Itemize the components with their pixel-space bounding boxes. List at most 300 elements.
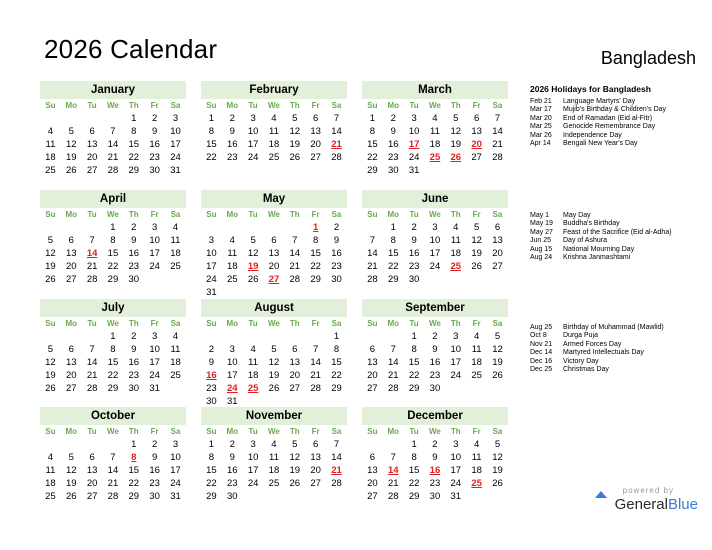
day-cell: 6 (369, 452, 376, 464)
day-cell: 16 (128, 248, 140, 260)
day-cell: 3 (250, 113, 256, 124)
empty-cell (144, 273, 165, 286)
weekday-label: We (429, 210, 441, 219)
day-cell: 31 (149, 383, 160, 395)
week-row (362, 343, 508, 356)
day-cell: 19 (289, 139, 301, 151)
weekday-row (362, 425, 508, 438)
day-cell: 26 (65, 491, 77, 503)
weekday-label: We (268, 319, 280, 328)
empty-cell (284, 330, 305, 343)
day-cell: 21 (86, 370, 98, 382)
week-row (362, 247, 508, 260)
weekday-label: We (107, 427, 119, 436)
holiday-date: Apr 14 (530, 140, 551, 148)
day-cell: 29 (310, 274, 321, 286)
empty-cell (466, 273, 487, 286)
day-cell: 11 (450, 235, 461, 247)
weekday-label: Fr (150, 319, 159, 328)
holiday-day-cell: 21 (331, 139, 342, 151)
day-cell: 31 (206, 287, 217, 299)
empty-cell (284, 286, 305, 299)
week-row (201, 125, 347, 138)
day-cell: 9 (390, 126, 396, 138)
day-cell: 5 (250, 235, 256, 247)
day-cell: 6 (68, 344, 74, 356)
day-cell: 28 (86, 383, 98, 395)
holiday-group (530, 324, 703, 374)
weekday-label: Tu (248, 319, 258, 328)
day-cell: 12 (65, 465, 77, 477)
weekday-label: Fr (472, 319, 481, 328)
day-cell: 28 (331, 478, 342, 490)
weekday-label: Th (450, 319, 461, 328)
holiday-date: Aug 25 (530, 324, 553, 331)
day-cell: 17 (170, 465, 181, 477)
day-cell: 11 (471, 344, 482, 356)
week-row (40, 151, 186, 164)
week-row (201, 464, 347, 477)
day-cell: 12 (289, 452, 301, 464)
day-cell: 7 (333, 113, 340, 124)
day-cell: 23 (149, 478, 160, 490)
day-cell: 6 (89, 452, 95, 464)
day-cell: 24 (247, 152, 259, 164)
week-row (40, 260, 186, 273)
day-cell: 5 (453, 113, 459, 124)
holiday-group (530, 98, 703, 148)
holiday-date: Feb 21 (530, 98, 552, 105)
week-row (201, 356, 347, 369)
day-cell: 27 (65, 274, 77, 286)
holiday-name: Feast of the Sacrifice (Eid al-Adha) (563, 228, 672, 236)
day-cell: 11 (170, 344, 181, 356)
day-cell: 17 (206, 261, 217, 273)
day-cell: 10 (206, 248, 217, 260)
day-cell: 7 (369, 235, 376, 247)
week-row (40, 490, 186, 503)
day-cell: 2 (229, 113, 235, 124)
day-cell: 24 (408, 152, 420, 164)
weekday-row (40, 425, 186, 438)
day-cell: 8 (411, 344, 417, 356)
week-row (362, 125, 508, 138)
day-cell: 29 (128, 165, 140, 177)
empty-cell (103, 438, 124, 451)
day-cell: 18 (471, 465, 482, 477)
day-cell: 10 (149, 235, 160, 247)
day-cell: 1 (369, 113, 376, 124)
day-cell: 9 (432, 452, 438, 464)
holiday-day-cell: 25 (429, 152, 441, 164)
weekday-label: Tu (409, 427, 419, 436)
empty-cell (487, 490, 508, 503)
day-cell: 9 (229, 126, 235, 138)
holiday-day-cell: 26 (450, 152, 462, 164)
day-cell: 4 (172, 222, 179, 233)
holiday-name: Krishna Janmashtami (563, 254, 631, 262)
day-cell: 1 (110, 222, 116, 233)
day-cell: 3 (208, 235, 215, 247)
empty-cell (61, 112, 82, 125)
week-row (362, 464, 508, 477)
weekday-label: Sa (170, 427, 181, 436)
day-cell: 20 (268, 261, 280, 273)
week-row (201, 138, 347, 151)
day-cell: 16 (226, 139, 238, 151)
day-cell: 26 (45, 274, 56, 286)
week-row (201, 451, 347, 464)
day-cell: 3 (250, 439, 256, 450)
weekday-label: Fr (472, 427, 481, 436)
day-cell: 16 (408, 248, 420, 260)
month-september (362, 299, 508, 395)
day-cell: 15 (367, 139, 378, 151)
day-cell: 14 (86, 357, 98, 369)
weekday-row (40, 99, 186, 112)
day-cell: 7 (89, 344, 95, 356)
weekday-row (40, 208, 186, 221)
week-row (40, 464, 186, 477)
empty-cell (425, 164, 446, 177)
empty-cell (40, 438, 61, 451)
day-cell: 30 (226, 491, 238, 503)
empty-cell (445, 273, 466, 286)
weekday-label: Fr (150, 101, 159, 110)
month-august (201, 299, 347, 409)
day-cell: 15 (206, 139, 217, 151)
empty-cell (201, 330, 222, 343)
day-cell: 10 (429, 235, 441, 247)
weekday-label: Tu (87, 427, 97, 436)
week-row (362, 477, 508, 490)
day-cell: 25 (268, 478, 280, 490)
day-cell: 2 (131, 222, 137, 233)
holiday-name: Genocide Remembrance Day (563, 123, 656, 131)
day-cell: 30 (387, 165, 399, 177)
week-row (362, 151, 508, 164)
weekday-label: Sa (170, 210, 181, 219)
day-cell: 1 (131, 113, 137, 124)
day-cell: 19 (492, 465, 503, 477)
weekday-label: Mo (387, 427, 400, 436)
day-cell: 10 (226, 357, 238, 369)
day-cell: 22 (128, 478, 140, 490)
day-cell: 3 (432, 222, 438, 233)
day-cell: 25 (170, 370, 181, 382)
week-row (40, 382, 186, 395)
page-title: 2026 Calendar (44, 34, 218, 64)
empty-cell (466, 490, 487, 503)
weekday-label: Tu (409, 210, 419, 219)
day-cell: 20 (310, 465, 321, 477)
day-cell: 4 (271, 113, 277, 124)
day-cell: 8 (110, 344, 116, 356)
holiday-row (530, 246, 703, 254)
day-cell: 11 (269, 126, 279, 138)
month-header: September (362, 299, 508, 317)
holiday-day-cell: 16 (429, 465, 441, 477)
weekday-label: Fr (311, 319, 320, 328)
day-cell: 18 (450, 248, 462, 260)
holiday-group (530, 212, 703, 262)
day-cell: 6 (271, 235, 277, 247)
day-cell: 17 (450, 465, 462, 477)
day-cell: 7 (89, 235, 95, 247)
day-cell: 19 (450, 139, 462, 151)
weekday-label: Sa (170, 319, 181, 328)
holiday-name: Independence Day (563, 131, 622, 139)
weekday-label: Su (45, 427, 56, 436)
week-row (362, 138, 508, 151)
day-cell: 4 (47, 452, 54, 464)
day-cell: 28 (107, 491, 119, 503)
day-cell: 12 (289, 126, 301, 138)
holiday-date: Mar 20 (530, 114, 552, 122)
week-row (40, 112, 186, 125)
month-header: July (40, 299, 186, 317)
week-row (362, 234, 508, 247)
day-cell: 4 (271, 439, 277, 450)
day-cell: 13 (367, 357, 378, 369)
day-cell: 15 (408, 357, 420, 369)
day-cell: 8 (312, 235, 319, 247)
empty-cell (326, 286, 347, 299)
weekday-label: Fr (150, 427, 159, 436)
holiday-row (530, 132, 703, 140)
day-cell: 28 (367, 274, 378, 286)
weekday-label: Fr (311, 210, 320, 219)
day-cell: 3 (172, 113, 179, 124)
day-cell: 17 (170, 139, 181, 151)
day-cell: 22 (107, 261, 119, 273)
month-november (201, 407, 347, 503)
empty-cell (284, 490, 305, 503)
holidays-title: 2026 Holidays for Bangladesh (530, 84, 651, 94)
month-header: May (201, 190, 347, 208)
empty-cell (243, 490, 264, 503)
day-cell: 28 (387, 383, 399, 395)
empty-cell (40, 112, 61, 125)
holiday-day-cell: 1 (312, 222, 319, 233)
day-cell: 13 (65, 357, 77, 369)
weekday-label: Th (450, 210, 461, 219)
empty-cell (40, 330, 61, 343)
day-cell: 26 (247, 274, 259, 286)
week-row (40, 356, 186, 369)
holiday-row (530, 366, 703, 374)
holiday-name: Birthday of Muhammad (Mawlid) (563, 324, 664, 331)
week-row (40, 438, 186, 451)
day-cell: 1 (411, 331, 417, 342)
day-cell: 30 (206, 396, 217, 408)
day-cell: 14 (367, 248, 378, 260)
day-cell: 2 (411, 222, 417, 233)
day-cell: 21 (310, 370, 321, 382)
day-cell: 16 (226, 465, 238, 477)
day-cell: 22 (387, 261, 399, 273)
day-cell: 27 (492, 261, 503, 273)
day-cell: 2 (432, 331, 438, 342)
week-row (201, 286, 347, 299)
day-cell: 9 (131, 235, 137, 247)
weekday-label: Fr (311, 427, 320, 436)
day-cell: 13 (492, 235, 503, 247)
week-row (40, 273, 186, 286)
day-cell: 1 (411, 439, 417, 450)
day-cell: 18 (429, 139, 441, 151)
day-cell: 26 (65, 165, 77, 177)
day-cell: 18 (226, 261, 238, 273)
empty-cell (305, 330, 326, 343)
day-cell: 20 (289, 370, 301, 382)
day-cell: 17 (149, 357, 160, 369)
weekday-label: Th (128, 319, 139, 328)
day-cell: 29 (107, 383, 119, 395)
day-cell: 24 (450, 370, 462, 382)
brand-logo[interactable] (609, 496, 698, 513)
day-cell: 1 (131, 439, 137, 450)
empty-cell (40, 221, 61, 234)
weekday-label: Tu (87, 101, 97, 110)
day-cell: 28 (331, 152, 342, 164)
day-cell: 25 (45, 491, 56, 503)
month-header: February (201, 81, 347, 99)
week-row (201, 247, 347, 260)
day-cell: 15 (128, 465, 140, 477)
day-cell: 8 (110, 235, 116, 247)
weekday-label: Su (206, 427, 217, 436)
day-cell: 17 (429, 248, 441, 260)
day-cell: 19 (471, 248, 482, 260)
day-cell: 2 (208, 344, 215, 356)
day-cell: 6 (312, 113, 319, 124)
day-cell: 13 (268, 248, 280, 260)
holiday-date: Dec 14 (530, 349, 553, 357)
day-cell: 25 (268, 152, 280, 164)
empty-cell (165, 382, 186, 395)
holiday-day-cell: 25 (450, 261, 462, 273)
day-cell: 19 (289, 465, 301, 477)
weekday-label: Th (128, 210, 139, 219)
empty-cell (243, 221, 264, 234)
week-row (40, 451, 186, 464)
week-row (201, 234, 347, 247)
weekday-label: We (429, 319, 441, 328)
day-cell: 18 (170, 248, 181, 260)
empty-cell (284, 221, 305, 234)
empty-cell (222, 286, 243, 299)
day-cell: 9 (131, 344, 137, 356)
day-cell: 10 (450, 452, 462, 464)
day-cell: 1 (390, 222, 396, 233)
weekday-label: Su (367, 427, 378, 436)
day-cell: 6 (292, 344, 298, 356)
day-cell: 1 (208, 113, 215, 124)
holiday-name: Mujib's Birthday & Children's Day (563, 106, 667, 114)
day-cell: 16 (331, 248, 342, 260)
holiday-name: National Mourning Day (563, 245, 635, 253)
month-april (40, 190, 186, 286)
day-cell: 22 (206, 152, 217, 164)
weekday-label: Su (45, 319, 56, 328)
day-cell: 26 (492, 370, 503, 382)
weekday-label: Mo (226, 319, 239, 328)
day-cell: 1 (208, 439, 215, 450)
month-header: December (362, 407, 508, 425)
week-row (362, 164, 508, 177)
weekday-label: Mo (65, 101, 78, 110)
day-cell: 22 (107, 370, 119, 382)
empty-cell (487, 164, 508, 177)
day-cell: 21 (367, 261, 378, 273)
day-cell: 7 (333, 439, 340, 450)
day-cell: 17 (450, 357, 462, 369)
holiday-date: Nov 21 (530, 340, 553, 348)
day-cell: 12 (45, 248, 56, 260)
weekday-label: Mo (65, 210, 78, 219)
day-cell: 4 (172, 331, 179, 342)
holiday-name: Day of Ashura (563, 237, 607, 245)
holiday-date: Jun 25 (530, 237, 552, 245)
day-cell: 4 (473, 439, 480, 450)
weekday-label: Su (45, 210, 56, 219)
day-cell: 30 (128, 383, 140, 395)
day-cell: 28 (492, 152, 503, 164)
holiday-name: Christmas Day (563, 366, 609, 374)
day-cell: 23 (128, 370, 140, 382)
day-cell: 23 (206, 383, 217, 395)
day-cell: 24 (247, 478, 259, 490)
day-cell: 4 (432, 113, 438, 124)
day-cell: 20 (86, 478, 98, 490)
holiday-row (530, 324, 703, 332)
day-cell: 27 (86, 165, 98, 177)
holiday-name: May Day (563, 212, 591, 219)
day-cell: 16 (149, 139, 160, 151)
day-cell: 14 (107, 139, 119, 151)
day-cell: 12 (247, 248, 259, 260)
day-cell: 20 (65, 370, 77, 382)
holiday-day-cell: 21 (331, 465, 342, 477)
holiday-day-cell: 14 (86, 248, 98, 260)
day-cell: 31 (226, 396, 238, 408)
day-cell: 4 (229, 235, 235, 247)
week-row (201, 438, 347, 451)
day-cell: 22 (310, 261, 321, 273)
day-cell: 10 (247, 452, 259, 464)
holiday-name: Language Martyrs' Day (563, 98, 636, 105)
holiday-name: Martyred Intellectuals Day (563, 349, 644, 357)
weekday-label: Sa (331, 319, 342, 328)
day-cell: 15 (206, 465, 217, 477)
week-row (40, 164, 186, 177)
holiday-name: Buddha's Birthday (563, 220, 620, 228)
week-row (362, 330, 508, 343)
month-june (362, 190, 508, 286)
holiday-day-cell: 25 (471, 478, 482, 490)
empty-cell (264, 490, 285, 503)
day-cell: 30 (128, 274, 140, 286)
day-cell: 27 (65, 383, 77, 395)
day-cell: 7 (312, 344, 319, 356)
day-cell: 13 (86, 139, 98, 151)
day-cell: 13 (367, 465, 378, 477)
day-cell: 30 (331, 274, 342, 286)
empty-cell (222, 221, 243, 234)
week-row (201, 343, 347, 356)
day-cell: 22 (367, 152, 378, 164)
